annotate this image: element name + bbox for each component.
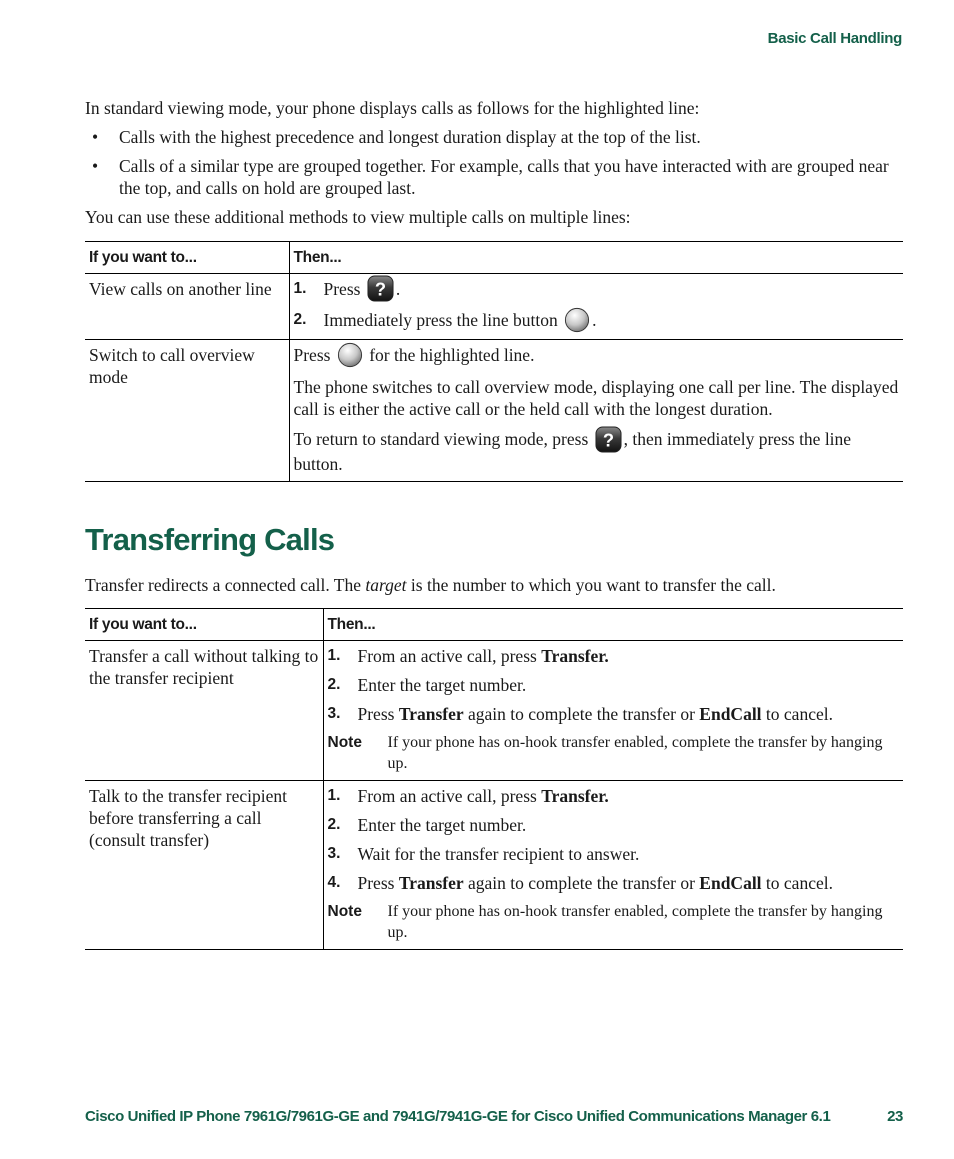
row-want: Switch to call overview mode <box>85 340 289 481</box>
step-text: again to complete the transfer or <box>468 704 695 724</box>
note-text: If your phone has on-hook transfer enabled, complete the transfer by hanging up. <box>387 903 883 941</box>
table-row <box>85 274 903 340</box>
intro-bullet-list <box>85 126 903 199</box>
step-text: Press <box>357 704 395 724</box>
intro-lead: In standard viewing mode, your phone displays calls as follows for the highlighted line: <box>85 98 700 118</box>
note <box>328 732 900 774</box>
row-then <box>289 340 903 481</box>
text: for the highlighted line. <box>369 345 535 366</box>
step-text: Enter the target number. <box>357 675 527 695</box>
step-text: Press <box>323 279 361 299</box>
step-text: to cancel. <box>765 873 833 893</box>
line-button-icon <box>337 342 363 368</box>
step <box>328 872 900 894</box>
step-number: 1. <box>327 787 341 804</box>
step-text: From an active call, press <box>357 786 537 806</box>
help-button-icon <box>367 275 394 302</box>
step-number: 2. <box>327 676 341 693</box>
running-header: Basic Call Handling <box>767 30 902 47</box>
step-number: 1. <box>293 280 307 297</box>
methods-text: You can use these additional methods to view multiple calls on multiple lines: <box>85 207 631 227</box>
step <box>328 645 900 667</box>
view-calls-table-wrapper <box>85 241 903 482</box>
step-number: 3. <box>327 845 341 862</box>
row-want: Talk to the transfer recipient before transferring a call (consult transfer) <box>85 781 323 950</box>
step-number: 1. <box>327 647 341 664</box>
row-want: Transfer a call without talking to the transfer recipient <box>85 641 323 781</box>
note-label: Note <box>327 734 362 751</box>
step-text: Press <box>357 873 395 893</box>
step-text: again to complete the transfer or <box>468 873 695 893</box>
step-number: 3. <box>327 705 341 722</box>
view-calls-table <box>85 241 903 482</box>
column-header-then: Then... <box>289 242 903 274</box>
bullet-item: • Calls with the highest precedence and longest duration display at the top of the list. <box>85 126 903 148</box>
column-header-want: If you want to... <box>85 609 323 641</box>
text: Transfer redirects a connected call. The <box>85 575 361 595</box>
bullet-item: • Calls of a similar type are grouped together. For example, calls that you have interacted with are grouped near the top, and calls on hold are grouped last. <box>85 155 903 199</box>
section-description <box>85 574 903 596</box>
step <box>294 278 900 302</box>
paragraph <box>294 344 900 368</box>
text: is the number to which you want to transfer the call. <box>410 575 776 595</box>
text: , then immediately press the line button. <box>293 429 852 474</box>
step <box>328 703 900 725</box>
emphasis: target <box>365 575 407 595</box>
note <box>328 901 900 943</box>
step-end: . <box>592 310 597 331</box>
step-number: 2. <box>327 816 341 833</box>
softkey-label: Transfer <box>398 704 464 724</box>
note-label: Note <box>327 903 362 920</box>
page-number: 23 <box>887 1108 903 1125</box>
column-header-then: Then... <box>323 609 903 641</box>
softkey-label: Transfer. <box>541 646 609 666</box>
table-row <box>85 340 903 481</box>
column-header-want: If you want to... <box>85 242 289 274</box>
softkey-label: Transfer. <box>541 786 609 806</box>
row-then <box>323 781 903 950</box>
page-footer <box>85 1108 903 1125</box>
step-text: to cancel. <box>765 704 833 724</box>
step-text: Enter the target number. <box>357 815 527 835</box>
row-then <box>289 274 903 340</box>
softkey-label: EndCall <box>699 873 762 893</box>
step-text: From an active call, press <box>357 646 537 666</box>
table-row <box>85 781 903 950</box>
step-number: 2. <box>293 311 307 329</box>
note-text: If your phone has on-hook transfer enabled, complete the transfer by hanging up. <box>387 734 883 772</box>
section-title: Transferring Calls <box>85 522 335 557</box>
softkey-label: Transfer <box>398 873 464 893</box>
step <box>328 674 900 696</box>
footer-document-title: Cisco Unified IP Phone 7961G/7961G-GE and 7941G/7941G-GE for Cisco Unified Communications Manager 6.1 <box>85 1108 831 1125</box>
step <box>328 814 900 836</box>
line-button-icon <box>564 307 590 333</box>
text: Press <box>293 345 331 366</box>
paragraph: The phone switches to call overview mode, displaying one call per line. The displayed call is either the active call or the held call with the longest duration. <box>293 377 899 420</box>
step <box>328 785 900 807</box>
row-then <box>323 641 903 781</box>
step-text: Immediately press the line button <box>323 310 558 331</box>
softkey-label: EndCall <box>699 704 762 724</box>
transfer-table <box>85 608 903 950</box>
help-button-icon <box>595 426 622 453</box>
row-want: View calls on another line <box>85 274 289 340</box>
step <box>328 843 900 865</box>
intro-section <box>85 97 903 228</box>
transfer-table-wrapper <box>85 608 903 950</box>
step-number: 4. <box>327 874 341 891</box>
step <box>294 309 900 333</box>
paragraph <box>294 428 900 474</box>
table-row <box>85 641 903 781</box>
text: To return to standard viewing mode, press <box>293 429 589 450</box>
step-text: Wait for the transfer recipient to answer. <box>357 844 640 864</box>
step-end: . <box>395 279 401 299</box>
